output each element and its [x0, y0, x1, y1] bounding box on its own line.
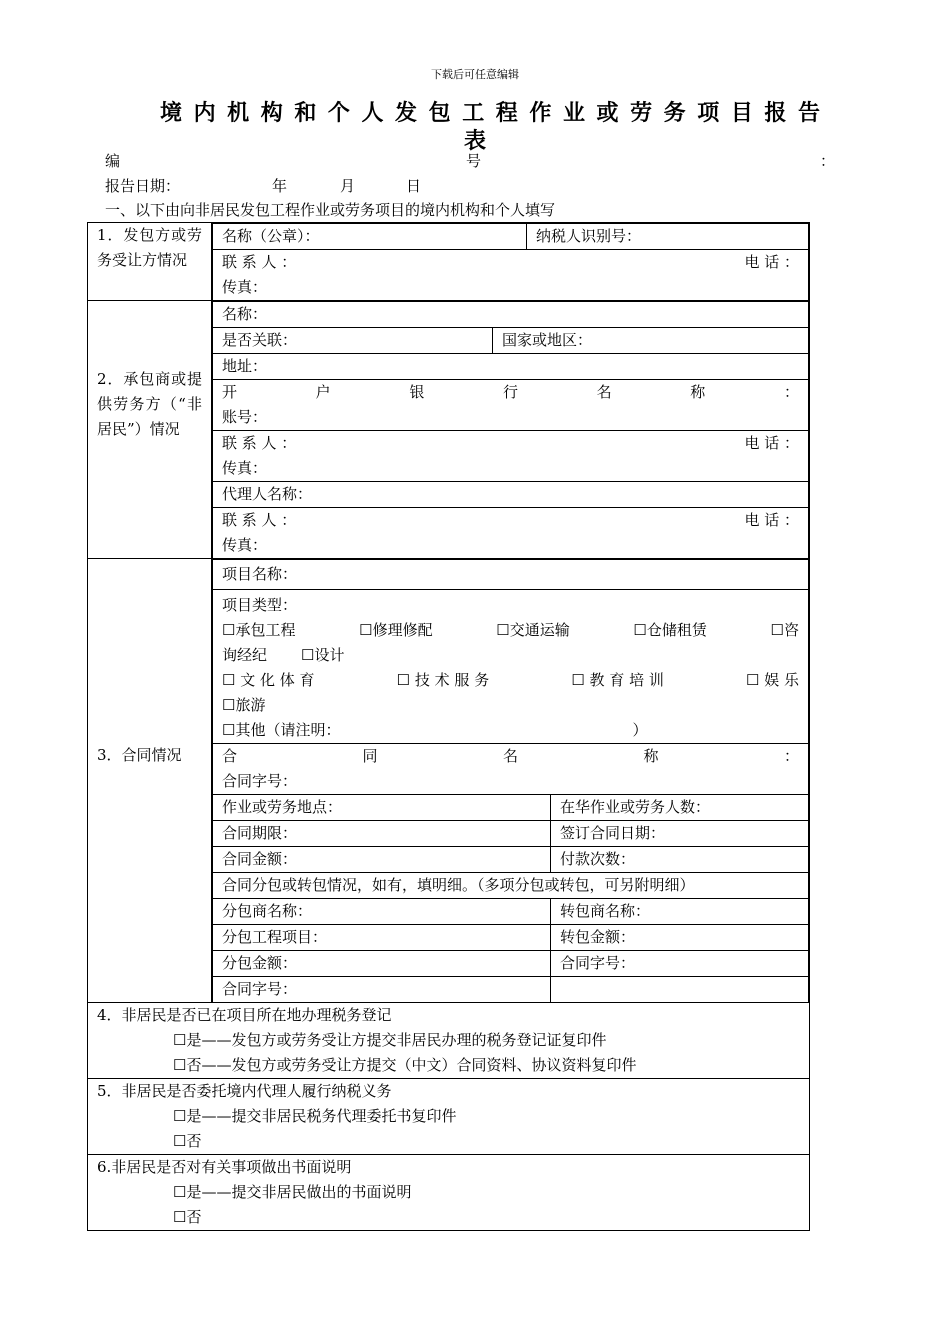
subcontract-amount-field[interactable]: 分包金额： — [213, 951, 551, 977]
subcontractor-name-field[interactable]: 分包商名称： — [213, 899, 551, 925]
type-other-close: ） — [632, 721, 648, 739]
agent-contact-label: 联 系 人 ： — [222, 511, 297, 529]
type-checkbox-design[interactable]: ☐设计 — [301, 646, 345, 664]
type-checkbox-entertainment[interactable]: ☐ 娱 乐 — [746, 671, 799, 689]
type-checkbox-construction[interactable]: ☐承包工程 — [222, 621, 296, 639]
project-types-row1 — [222, 618, 799, 643]
section4-no-checkbox[interactable]: ☐否——发包方或劳务受让方提交（中文）合同资料、协议资料复印件 — [173, 1056, 637, 1074]
bank-name-label — [222, 380, 799, 405]
contractor-bank-block[interactable] — [213, 380, 809, 431]
type-checkbox-tech[interactable]: ☐ 技 术 服 务 — [396, 671, 490, 689]
form-title-continued: 表 — [463, 128, 486, 154]
client-name-field[interactable]: 名称（公章）： — [213, 224, 527, 250]
bank-char: 名 — [596, 383, 612, 401]
workers-count-field[interactable]: 在华作业或劳务人数： — [551, 795, 809, 821]
contract-name-label — [222, 744, 799, 769]
agent-phone-label: 电 话 ： — [744, 511, 799, 529]
contractor-fax-label: 传真： — [222, 459, 268, 477]
contract-name-char: 合 — [222, 747, 238, 765]
type-checkbox-tourism[interactable]: ☐旅游 — [222, 696, 266, 714]
contract-name-char: 同 — [362, 747, 378, 765]
contract-no-label: 合同字号： — [222, 772, 298, 790]
number-colon: ： — [820, 152, 836, 170]
empty-cell — [551, 977, 809, 1003]
contractor-contact-label: 联 系 人 ： — [222, 434, 297, 452]
contractor-address-field[interactable]: 地址： — [213, 354, 809, 380]
type-checkbox-storage[interactable]: ☐仓储租赁 — [633, 621, 707, 639]
section1-label: 1．发包方或劳务受让方情况 — [88, 223, 212, 301]
project-types-row3 — [222, 668, 799, 693]
header-note: 下载后可任意编辑 — [431, 68, 519, 81]
section4-block — [88, 1003, 810, 1079]
contract-name-char: 名 — [502, 747, 518, 765]
type-checkbox-other[interactable]: ☐其他（请注明： — [222, 721, 341, 739]
section5-block — [88, 1079, 810, 1155]
payment-count-field[interactable]: 付款次数： — [551, 847, 809, 873]
client-taxid-field[interactable]: 纳税人识别号： — [527, 224, 809, 250]
contract-name-block[interactable] — [213, 744, 809, 795]
section2-label: 2．承包商或提供劳务方（“非居民”）情况 — [88, 301, 212, 559]
section3-label: 3．合同情况 — [88, 559, 212, 1003]
account-label: 账号： — [222, 408, 268, 426]
section4-question: 4．非居民是否已在项目所在地办理税务登记 — [97, 1006, 392, 1024]
transfer-amount-field[interactable]: 转包金额： — [551, 925, 809, 951]
section5-question: 5．非居民是否委托境内代理人履行纳税义务 — [97, 1082, 392, 1100]
section4-yes-checkbox[interactable]: ☐是——发包方或劳务受让方提交非居民办理的税务登记证复印件 — [173, 1031, 607, 1049]
project-type-block[interactable] — [213, 590, 809, 744]
report-form-table — [87, 222, 810, 1231]
section5-no-checkbox[interactable]: ☐否 — [173, 1132, 202, 1150]
report-date-label: 报告日期： — [105, 177, 181, 195]
section6-no-checkbox[interactable]: ☐否 — [173, 1208, 202, 1226]
type-checkbox-culture[interactable]: ☐ 文 化 体 育 — [222, 671, 315, 689]
type-checkbox-consulting[interactable]: ☐咨 — [770, 621, 799, 639]
section6-yes-checkbox[interactable]: ☐是——提交非居民做出的书面说明 — [173, 1183, 412, 1201]
bank-char: 行 — [502, 383, 518, 401]
project-types-row2 — [222, 643, 799, 668]
form-title: 境内机构和个人发包工程作业或劳务项目报告 — [160, 100, 830, 126]
bank-char: 户 — [315, 383, 331, 401]
bank-char: 开 — [222, 383, 238, 401]
report-date-month: 月 — [340, 177, 356, 195]
agent-fax-label: 传真： — [222, 536, 268, 554]
type-consulting-cont: 询经纪 — [222, 646, 268, 664]
section6-block — [88, 1155, 810, 1231]
contract-name-char: ： — [783, 747, 799, 765]
transfer-contractor-name-field[interactable]: 转包商名称： — [551, 899, 809, 925]
section1-fields — [212, 223, 810, 301]
agent-name-field[interactable]: 代理人名称： — [213, 482, 809, 508]
project-type-label: 项目类型： — [222, 596, 298, 614]
contract-amount-field[interactable]: 合同金额： — [213, 847, 551, 873]
subcontract-note: 合同分包或转包情况，如有，填明细。（多项分包或转包，可另附明细） — [213, 873, 809, 899]
number-label-start: 编 — [105, 152, 121, 170]
bank-char: 银 — [409, 383, 425, 401]
bank-char: ： — [783, 383, 799, 401]
subcontract-contract-no-field[interactable]: 合同字号： — [213, 977, 551, 1003]
subcontract-project-field[interactable]: 分包工程项目： — [213, 925, 551, 951]
section-intro: 一、以下由向非居民发包工程作业或劳务项目的境内机构和个人填写 — [105, 201, 556, 219]
contractor-country-field[interactable]: 国家或地区： — [493, 328, 809, 354]
contractor-related-field[interactable]: 是否关联： — [213, 328, 493, 354]
agent-contact-block[interactable] — [213, 508, 809, 559]
contract-name-char: 称 — [643, 747, 659, 765]
section6-question: 6.非居民是否对有关事项做出书面说明 — [97, 1158, 352, 1176]
section5-yes-checkbox[interactable]: ☐是——提交非居民税务代理委托书复印件 — [173, 1107, 457, 1125]
type-checkbox-education[interactable]: ☐ 教 育 培 训 — [571, 671, 664, 689]
type-checkbox-repair[interactable]: ☐修理修配 — [359, 621, 433, 639]
sign-date-field[interactable]: 签订合同日期： — [551, 821, 809, 847]
bank-char: 称 — [690, 383, 706, 401]
client-phone-label: 电 话 ： — [744, 253, 799, 271]
client-contact-label: 联 系 人 ： — [222, 253, 297, 271]
project-types-other — [222, 718, 799, 743]
client-contact-block[interactable] — [213, 250, 809, 301]
report-date-day: 日 — [406, 177, 422, 195]
contractor-name-field[interactable]: 名称： — [213, 302, 809, 328]
client-fax-label: 传真： — [222, 278, 268, 296]
type-checkbox-transport[interactable]: ☐交通运输 — [496, 621, 570, 639]
transfer-contract-no-field[interactable]: 合同字号： — [551, 951, 809, 977]
contract-period-field[interactable]: 合同期限： — [213, 821, 551, 847]
number-label-end: 号 — [466, 152, 482, 170]
section2-fields — [212, 301, 810, 559]
project-name-field[interactable]: 项目名称： — [213, 560, 809, 590]
contractor-contact-block[interactable] — [213, 431, 809, 482]
contractor-phone-label: 电 话 ： — [744, 434, 799, 452]
work-location-field[interactable]: 作业或劳务地点： — [213, 795, 551, 821]
report-date-year: 年 — [272, 177, 288, 195]
section3-fields — [212, 559, 810, 1003]
